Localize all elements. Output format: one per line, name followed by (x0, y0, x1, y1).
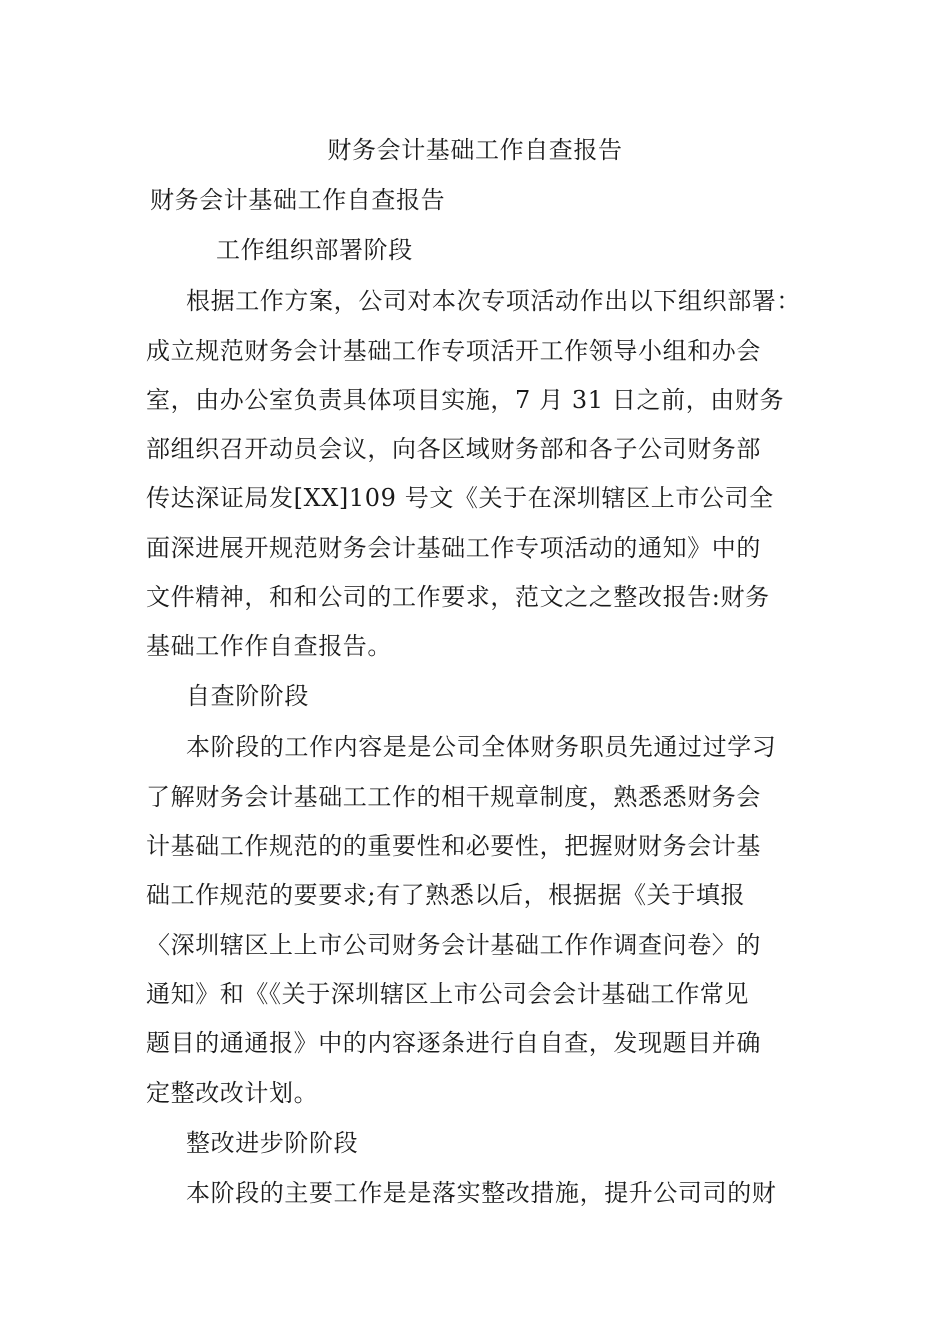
document-title: 财务会计基础工作自查报告 (327, 136, 623, 164)
paragraph-line: 计基础工作规范的的重要性和必要性，把握财财务会计基 (146, 832, 761, 860)
paragraph-line: 础工作规范的要要求;有了熟悉以后，根据据《关于填报 (146, 881, 746, 909)
paragraph-line: 本阶段的主要工作是是落实整改措施，提升公司司的财 (186, 1179, 777, 1207)
paragraph-line: 题目的通通报》中的内容逐条进行自自查，发现题目并确 (146, 1029, 761, 1057)
document-subtitle: 财务会计基础工作自查报告 (150, 186, 446, 214)
section-heading-organization: 工作组织部署阶段 (216, 236, 413, 264)
section-heading-rectification: 整改进步阶阶段 (186, 1129, 359, 1157)
paragraph-line: 文件精神，和和公司的工作要求，范文之之整改报告:财务 (146, 583, 770, 611)
paragraph-line: 定整改改计划。 (146, 1079, 319, 1107)
paragraph-line: 根据工作方案，公司对本次专项活动作出以下组织部署： (186, 287, 801, 315)
paragraph-line: 基础工作作自查报告。 (146, 632, 392, 660)
paragraph-line: 了解财务会计基础工工作的相干规章制度，熟悉悉财务会 (146, 783, 761, 811)
paragraph-line: 成立规范财务会计基础工作专项活开工作领导小组和办会 (146, 337, 761, 365)
paragraph-line: 传达深证局发[XX]109 号文《关于在深圳辖区上市公司全 (146, 484, 774, 512)
paragraph-line: 室，由办公室负责具体项目实施，7 月 31 日之前，由财务 (146, 386, 785, 414)
paragraph-line: 〈深圳辖区上上市公司财务会计基础工作作调查问卷〉的 (146, 931, 761, 959)
paragraph-line: 面深进展开规范财务会计基础工作专项活动的通知》中的 (146, 534, 761, 562)
paragraph-line: 通知》和《《关于深圳辖区上市公司会会计基础工作常见 (146, 980, 749, 1008)
section-heading-self-check: 自查阶阶段 (186, 682, 309, 710)
paragraph-line: 部组织召开动员会议，向各区域财务部和各子公司财务部 (146, 435, 761, 463)
paragraph-line: 本阶段的工作内容是是公司全体财务职员先通过过学习 (186, 733, 777, 761)
